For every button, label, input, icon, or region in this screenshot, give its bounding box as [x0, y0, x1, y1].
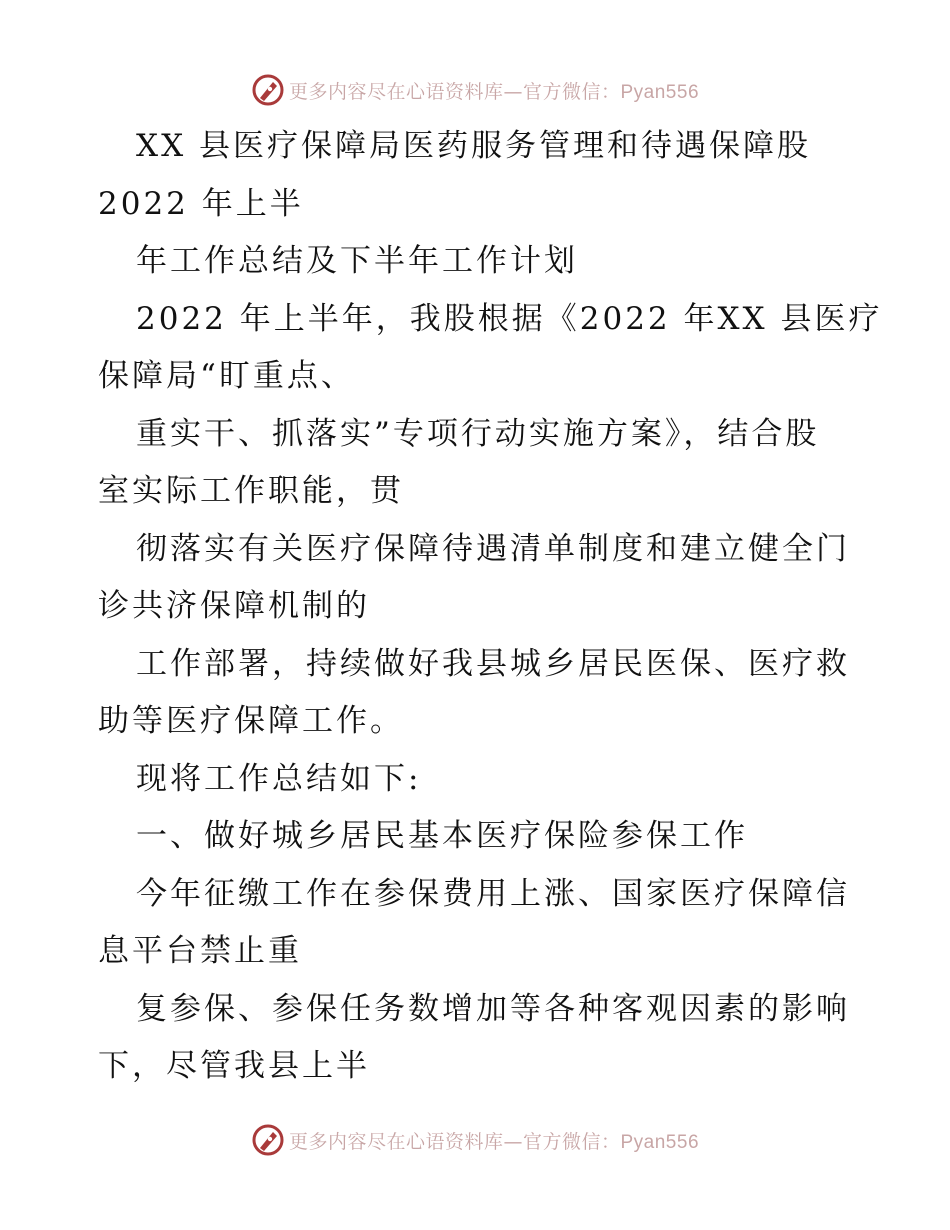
- paragraph-line: 彻落实有关医疗保障待遇清单制度和建立健全门: [136, 530, 850, 567]
- banner-wechat-id: Pyan556: [620, 1131, 700, 1153]
- banner-separator: —: [503, 80, 523, 103]
- paragraph-line: 2022 年上半年，我股根据《2022 年XX 县医疗: [136, 300, 883, 337]
- banner-wechat-label: 官方微信：: [522, 1130, 621, 1153]
- paragraph-line: 诊共济保障机制的: [98, 588, 370, 624]
- banner-text: [289, 1127, 699, 1154]
- paragraph-line: 复参保、参保任务数增加等各种客观因素的影响: [136, 990, 850, 1027]
- banner-wechat-id: Pyan556: [620, 81, 700, 103]
- paragraph-line: 助等医疗保障工作。: [98, 703, 404, 739]
- paragraph-line: 重实干、抓落实”专项行动实施方案》，结合股: [136, 415, 820, 452]
- banner-slogan: 更多内容尽在心语资料库: [288, 1130, 504, 1153]
- banner-separator: —: [503, 1130, 523, 1153]
- doc-title-line: XX 县医疗保障局医药服务管理和待遇保障股: [136, 128, 811, 164]
- header-banner: [0, 70, 950, 110]
- paragraph-line: 保障局“盯重点、: [98, 358, 355, 394]
- paragraph-line: 现将工作总结如下:: [136, 760, 422, 797]
- section-heading: 一、做好城乡居民基本医疗保险参保工作: [136, 818, 748, 854]
- pen-nib-logo-icon: [251, 1123, 285, 1157]
- footer-banner: [0, 1120, 950, 1160]
- paragraph-line: 下，尽管我县上半: [98, 1048, 370, 1084]
- doc-title-line: 2022 年上半: [98, 185, 304, 222]
- paragraph-line: 室实际工作职能，贯: [98, 473, 404, 509]
- document-body: [98, 118, 883, 1096]
- paragraph-line: 工作部署，持续做好我县城乡居民医保、医疗救: [136, 645, 850, 682]
- paragraph-line: 今年征缴工作在参保费用上涨、国家医疗保障信: [136, 875, 850, 912]
- doc-title-line: 年工作总结及下半年工作计划: [136, 243, 578, 279]
- paragraph-line: 息平台禁止重: [98, 933, 302, 969]
- banner-wechat-label: 官方微信：: [522, 80, 621, 103]
- banner-slogan: 更多内容尽在心语资料库: [288, 80, 504, 103]
- banner-text: [289, 77, 699, 104]
- pen-nib-logo-icon: [251, 73, 285, 107]
